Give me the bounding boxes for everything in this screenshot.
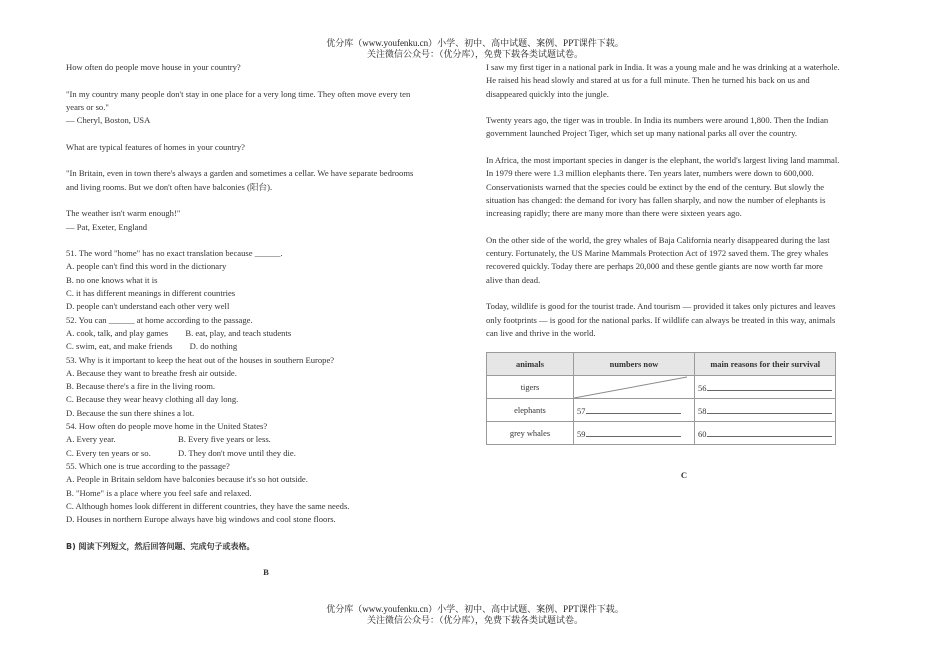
project-tiger-line2: government launched Project Tiger, which set up many national parks all over the country. (486, 128, 798, 139)
numbers-cell-59[interactable] (574, 422, 695, 445)
reason-cell-58[interactable] (695, 399, 836, 422)
question-54-options-ab (66, 433, 466, 446)
diagonal-line (574, 376, 688, 399)
elephant-para-line1: In Africa, the most important species in danger is the elephant, the world's largest living land mammal. (486, 155, 840, 166)
blank-number: 58. (698, 407, 709, 416)
question-51-option-c: C. it has different meanings in different countries (66, 288, 236, 299)
header-line-1: 优分库（www.youfenku.cn）小学、初中、高中试题、案例、PPT课件下载。 (326, 38, 624, 48)
quote-cheryl-line1: "In my country many people don't stay in one place for a very long time. They often move every ten (66, 88, 411, 99)
question-53-option-c: C. Because they wear heavy clothing all day long. (66, 394, 239, 405)
table-row (487, 376, 836, 399)
table-header-row (487, 353, 836, 376)
header-numbers-now: numbers now (574, 353, 695, 376)
passage-letter-c: C (680, 470, 688, 480)
whale-para-line1: On the other side of the world, the grey whales of Baja California nearly disappeared during the last (486, 234, 830, 245)
question-53-option-a: A. Because they want to breathe fresh air outside. (66, 367, 237, 378)
left-column (66, 61, 466, 580)
animal-cell: grey whales (487, 422, 574, 445)
question-54-option-d: D. They don't move until they die. (178, 447, 296, 458)
blank-number: 60. (698, 430, 709, 439)
elephant-para-line4: situation has changed: the demand for ivory has fallen sharply, and now the number of elephants is (486, 194, 826, 205)
right-column (486, 61, 886, 340)
elephant-para-line3: Conservationists warned that the species could be extinct by the end of the century. But slowly the (486, 181, 825, 192)
table-row (487, 422, 836, 445)
answer-line (708, 427, 832, 437)
project-tiger-line1: Twenty years ago, the tiger was in trouble. In India its numbers were around 1,800. Then the Indian (486, 115, 829, 126)
passage-letter-b: B (263, 567, 269, 578)
question-52-options-ab: A. cook, talk, and play games B. eat, play, and teach students (66, 327, 292, 338)
quote-cheryl-line2: years or so." (66, 101, 109, 112)
answer-line (708, 381, 832, 391)
answer-line (587, 404, 681, 414)
question-51-option-a: A. people can't find this word in the dictionary (66, 261, 227, 272)
question-54-option-a: A. Every year. (66, 434, 116, 445)
answer-line (587, 427, 681, 437)
elephant-para-line2: In 1979 there were 1.3 million elephants there. Ten years later, numbers were down to 600,000. (486, 168, 814, 179)
question-54-option-b: B. Every five years or less. (178, 434, 271, 445)
tourism-para-line2: only footprints — is good for the national parks. If wildlife can always be treated in this way, animals (486, 314, 836, 325)
quote-pat-line3: The weather isn't warm enough!" (66, 208, 181, 219)
whale-para-line3: recovered quickly. Today there are perhaps 20,000 and these gentle giants are now worth far more (486, 261, 823, 272)
footer-line-2: 关注微信公众号：（优分库），免费下载各类试题试卷。 (366, 615, 583, 625)
header-main-reasons: main reasons for their survival (695, 353, 836, 376)
question-52-options-cd: C. swim, eat, and make friends D. do nothing (66, 341, 238, 352)
question-54-option-c: C. Every ten years or so. (66, 447, 151, 458)
page-header (0, 38, 950, 60)
question-53: 53. Why is it important to keep the heat out of the houses in southern Europe? (66, 354, 335, 365)
question-51: 51. The word "home" has no exact translation because ______. (66, 248, 283, 259)
tiger-para-line3: disappeared quickly into the jungle. (486, 88, 609, 99)
header-animals: animals (487, 353, 574, 376)
question-53-option-d: D. Because the sun there shines a lot. (66, 407, 195, 418)
blank-number: 57. (577, 407, 588, 416)
tourism-para-line3: can live and thrive in the world. (486, 327, 596, 338)
question-54-options-cd (66, 447, 466, 460)
tiger-para-line2: He raised his head slowly and stared at us for a full minute. Then he turned his back on us and (486, 75, 810, 86)
whale-para-line4: alive than dead. (486, 274, 541, 285)
question-54: 54. How often do people move home in the United States? (66, 421, 268, 432)
question-move-house: How often do people move house in your country? (66, 62, 241, 72)
section-b-instruction: B) 阅读下列短文，然后回答问题、完成句子或表格。 (66, 541, 255, 551)
quote-pat-author: — Pat, Exeter, England (66, 221, 148, 232)
header-line-2: 关注微信公众号：（优分库），免费下载各类试题试卷。 (366, 49, 583, 59)
tiger-para-line1: I saw my first tiger in a national park in India. It was a young male and he was drinking at a waterhole. (486, 62, 840, 72)
question-55: 55. Which one is true according to the passage? (66, 460, 230, 471)
animal-cell: tigers (487, 376, 574, 399)
answer-line (708, 404, 832, 414)
animal-cell: elephants (487, 399, 574, 422)
page-footer (0, 604, 950, 626)
question-53-option-b: B. Because there's a fire in the living room. (66, 381, 216, 392)
footer-line-1: 优分库（www.youfenku.cn）小学、初中、高中试题、案例、PPT课件下载。 (326, 604, 624, 614)
question-55-option-c: C. Although homes look different in different countries, they have the same needs. (66, 500, 350, 511)
quote-pat-line1: "In Britain, even in town there's always a garden and sometimes a cellar. We have separate bedrooms (66, 168, 414, 179)
blank-number: 56. (698, 384, 709, 393)
question-55-option-a: A. People in Britain seldom have balconies because it's so hot outside. (66, 474, 308, 485)
tourism-para-line1: Today, wildlife is good for the tourist trade. And tourism — provided it takes only pictures and leaves (486, 301, 836, 312)
blank-number: 59. (577, 430, 588, 439)
reason-cell-56[interactable] (695, 376, 836, 399)
question-52: 52. You can ______ at home according to the passage. (66, 314, 253, 325)
whale-para-line2: century. Fortunately, the US Marine Mammals Protection Act of 1972 saved them. The grey whales (486, 248, 829, 259)
question-51-option-b: B. no one knows what it is (66, 274, 158, 285)
question-55-option-d: D. Houses in northern Europe always have big windows and cool stone floors. (66, 514, 336, 525)
quote-cheryl-author: — Cheryl, Boston, USA (66, 115, 151, 126)
question-55-option-b: B. "Home" is a place where you feel safe and relaxed. (66, 487, 252, 498)
quote-pat-line2: and living rooms. But we don't often have balconies (阳台). (66, 181, 273, 192)
numbers-cell-crossed (574, 376, 695, 399)
numbers-cell-57[interactable] (574, 399, 695, 422)
table-row (487, 399, 836, 422)
elephant-para-line5: increasing rapidly; there are many more than there were sixteen years ago. (486, 208, 742, 219)
survival-table (486, 352, 836, 445)
question-home-features: What are typical features of homes in your country? (66, 141, 245, 152)
question-51-option-d: D. people can't understand each other very well (66, 301, 230, 312)
reason-cell-60[interactable] (695, 422, 836, 445)
